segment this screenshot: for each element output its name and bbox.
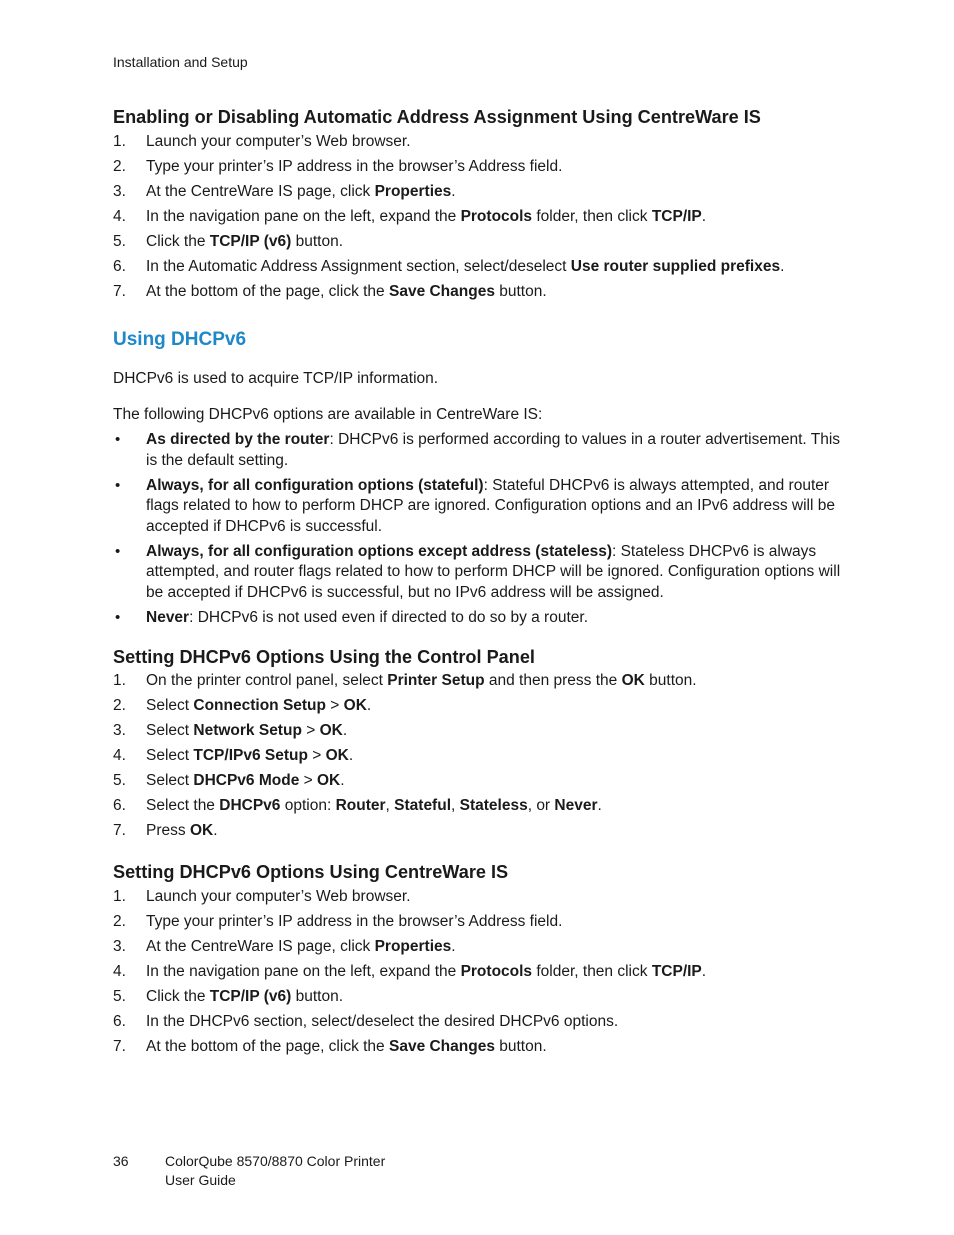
emphasis-text: Save Changes	[388, 283, 495, 300]
document-name: User Guide	[165, 1172, 236, 1188]
emphasis-text: TCP/IP	[651, 963, 702, 980]
body-text: On the printer control panel, select	[146, 672, 388, 689]
emphasis-text: TCP/IP	[651, 208, 702, 225]
emphasis-text: TCP/IP (v6)	[209, 233, 292, 250]
body-text: Click the	[146, 988, 210, 1005]
body-text: Type your printer’s IP address in the browser’s Address field.	[146, 158, 563, 175]
body-text: and then press the	[484, 672, 622, 689]
emphasis-text: Stateless	[459, 797, 528, 814]
bullet-dot-icon: •	[115, 608, 121, 626]
step-number: 4.	[113, 747, 126, 764]
emphasis-text: Never	[146, 608, 190, 626]
body-text: ,	[385, 797, 395, 814]
emphasis-text: Router	[335, 797, 386, 814]
body-text: : Stateless DHCPv6 is always attempted, and router flags related to how to perform DHCP will be ignored. Configuration options will be accepted if DHCPv6 is successful, but no IPv6 address will be assigned.	[146, 542, 841, 601]
emphasis-text: OK	[343, 697, 367, 714]
step-item	[113, 671, 843, 696]
body-text: At the bottom of the page, click the	[146, 1038, 389, 1055]
step-item	[113, 912, 843, 937]
body-text: button.	[494, 283, 547, 300]
step-number: 1.	[113, 888, 126, 905]
emphasis-text: OK	[317, 772, 341, 789]
body-text: Click the	[146, 233, 210, 250]
auto-address-steps	[113, 132, 843, 307]
step-item	[113, 182, 843, 207]
step-number: 2.	[113, 697, 126, 714]
step-item	[113, 232, 843, 257]
body-text: Press	[146, 822, 190, 839]
emphasis-text: Properties	[374, 183, 452, 200]
section-centreware	[113, 862, 843, 1062]
body-text: .	[701, 208, 707, 225]
body-text: At the CentreWare IS page, click	[146, 938, 375, 955]
step-number: 3.	[113, 722, 126, 739]
dhcpv6-options-list	[113, 430, 843, 628]
body-text: >	[301, 722, 320, 739]
body-text: .	[213, 822, 218, 839]
step-item	[113, 282, 843, 307]
body-text: At the bottom of the page, click the	[146, 283, 389, 300]
section-dhcpv6	[113, 328, 843, 352]
body-text: ,	[451, 797, 460, 814]
body-text: In the navigation pane on the left, expand the	[146, 963, 461, 980]
dhcpv6-options-intro: The following DHCPv6 options are available in CentreWare IS:	[113, 406, 543, 423]
step-item	[113, 696, 843, 721]
step-number: 6.	[113, 797, 126, 814]
step-number: 2.	[113, 158, 126, 175]
body-text: button.	[291, 988, 344, 1005]
body-text: .	[597, 797, 602, 814]
step-item	[113, 721, 843, 746]
body-text: : Stateful DHCPv6 is always attempted, and router flags related to how to perform DHCP are ignored. Configuration options and an IPv6 address will be accepted if DHCPv6 is successful.	[146, 476, 835, 535]
step-item	[113, 207, 843, 232]
body-text: >	[307, 747, 326, 764]
step-number: 5.	[113, 988, 126, 1005]
body-text: In the Automatic Address Assignment section, select/deselect	[146, 258, 571, 275]
body-text: : DHCPv6 is not used even if directed to do so by a router.	[189, 608, 588, 626]
dhcpv6-heading: Using DHCPv6	[113, 329, 247, 350]
emphasis-text: OK	[325, 747, 349, 764]
bullet-dot-icon: •	[115, 431, 121, 448]
step-item	[113, 157, 843, 182]
dhcpv6-options	[113, 405, 843, 633]
emphasis-text: Stateful	[394, 797, 451, 814]
emphasis-text: Protocols	[460, 963, 533, 980]
emphasis-text: Printer Setup	[387, 672, 485, 689]
emphasis-text: DHCPv6 Mode	[193, 772, 300, 789]
body-text: >	[326, 697, 344, 714]
bullet-item	[113, 430, 843, 471]
body-text: Select the	[146, 797, 220, 814]
body-text: .	[366, 697, 372, 714]
step-item	[113, 746, 843, 771]
emphasis-text: OK	[319, 722, 343, 739]
dhcpv6-body	[113, 369, 843, 389]
bullet-dot-icon: •	[115, 542, 121, 560]
section-auto-address-title: Enabling or Disabling Automatic Address Assignment Using CentreWare IS	[113, 107, 761, 127]
bullet-item	[113, 608, 843, 629]
step-item	[113, 132, 843, 157]
body-text: In the DHCPv6 section, select/deselect the desired DHCPv6 options.	[146, 1013, 619, 1030]
body-text: .	[340, 772, 345, 789]
body-text: button.	[644, 672, 697, 689]
emphasis-text: Network Setup	[193, 722, 302, 739]
body-text: .	[451, 938, 456, 955]
body-text: folder, then click	[532, 963, 652, 980]
emphasis-text: Use router supplied prefixes	[570, 258, 781, 275]
product-info	[165, 1152, 385, 1190]
step-number: 7.	[113, 283, 126, 300]
emphasis-text: TCP/IP (v6)	[209, 988, 292, 1005]
emphasis-text: Protocols	[460, 208, 533, 225]
emphasis-text: Always, for all configuration options (stateful)	[146, 476, 484, 494]
step-number: 3.	[113, 183, 126, 200]
body-text: At the CentreWare IS page, click	[146, 183, 375, 200]
step-number: 2.	[113, 913, 126, 930]
step-item	[113, 771, 843, 796]
body-text: .	[780, 258, 785, 275]
body-text: .	[348, 747, 354, 764]
body-text: : DHCPv6 is performed according to values in a router advertisement. This is the default setting.	[146, 431, 841, 469]
emphasis-text: Properties	[374, 938, 452, 955]
centreware-steps	[113, 887, 843, 1062]
bullet-dot-icon: •	[115, 476, 121, 494]
step-item	[113, 257, 843, 282]
step-number: 3.	[113, 938, 126, 955]
emphasis-text: Save Changes	[388, 1038, 495, 1055]
body-text: folder, then click	[532, 208, 652, 225]
step-item	[113, 1037, 843, 1062]
body-text: Launch your computer’s Web browser.	[146, 133, 411, 150]
section-auto-address	[113, 107, 843, 307]
body-text: Type your printer’s IP address in the browser’s Address field.	[146, 913, 563, 930]
step-item	[113, 937, 843, 962]
emphasis-text: Connection Setup	[193, 697, 326, 714]
step-number: 5.	[113, 233, 126, 250]
emphasis-text: Never	[554, 797, 598, 814]
step-number: 6.	[113, 258, 126, 275]
body-text: Launch your computer’s Web browser.	[146, 888, 411, 905]
page-number: 36	[113, 1153, 129, 1169]
step-item	[113, 821, 843, 846]
step-number: 4.	[113, 208, 126, 225]
step-item	[113, 1012, 843, 1037]
section-centreware-title: Setting DHCPv6 Options Using CentreWare IS	[113, 862, 509, 882]
body-text: Select	[146, 697, 194, 714]
section-control-panel	[113, 647, 843, 846]
body-text: , or	[527, 797, 555, 814]
body-text: .	[451, 183, 456, 200]
section-control-panel-title: Setting DHCPv6 Options Using the Control Panel	[113, 647, 535, 667]
running-head: Installation and Setup	[113, 54, 248, 70]
body-text: .	[342, 722, 348, 739]
step-item	[113, 987, 843, 1012]
body-text: Select	[146, 722, 194, 739]
dhcpv6-intro: DHCPv6 is used to acquire TCP/IP information.	[113, 370, 439, 387]
step-item	[113, 887, 843, 912]
bullet-item	[113, 542, 843, 604]
step-item	[113, 796, 843, 821]
emphasis-text: As directed by the router	[146, 431, 330, 448]
body-text: button.	[494, 1038, 547, 1055]
body-text: option:	[280, 797, 336, 814]
emphasis-text: OK	[621, 672, 645, 689]
emphasis-text: Always, for all configuration options except address (stateless)	[146, 542, 612, 560]
product-name: ColorQube 8570/8870 Color Printer	[165, 1153, 386, 1169]
bullet-item	[113, 476, 843, 538]
body-text: In the navigation pane on the left, expand the	[146, 208, 461, 225]
step-item	[113, 962, 843, 987]
body-text: .	[701, 963, 707, 980]
emphasis-text: DHCPv6	[219, 797, 281, 814]
body-text: >	[299, 772, 317, 789]
step-number: 7.	[113, 822, 126, 839]
body-text: Select	[146, 747, 194, 764]
emphasis-text: TCP/IPv6 Setup	[193, 747, 308, 764]
body-text: button.	[291, 233, 344, 250]
step-number: 1.	[113, 133, 126, 150]
step-number: 7.	[113, 1038, 126, 1055]
emphasis-text: OK	[189, 822, 214, 839]
step-number: 6.	[113, 1013, 126, 1030]
body-text: Select	[146, 772, 194, 789]
step-number: 4.	[113, 963, 126, 980]
control-panel-steps	[113, 671, 843, 846]
step-number: 1.	[113, 672, 126, 689]
step-number: 5.	[113, 772, 126, 789]
